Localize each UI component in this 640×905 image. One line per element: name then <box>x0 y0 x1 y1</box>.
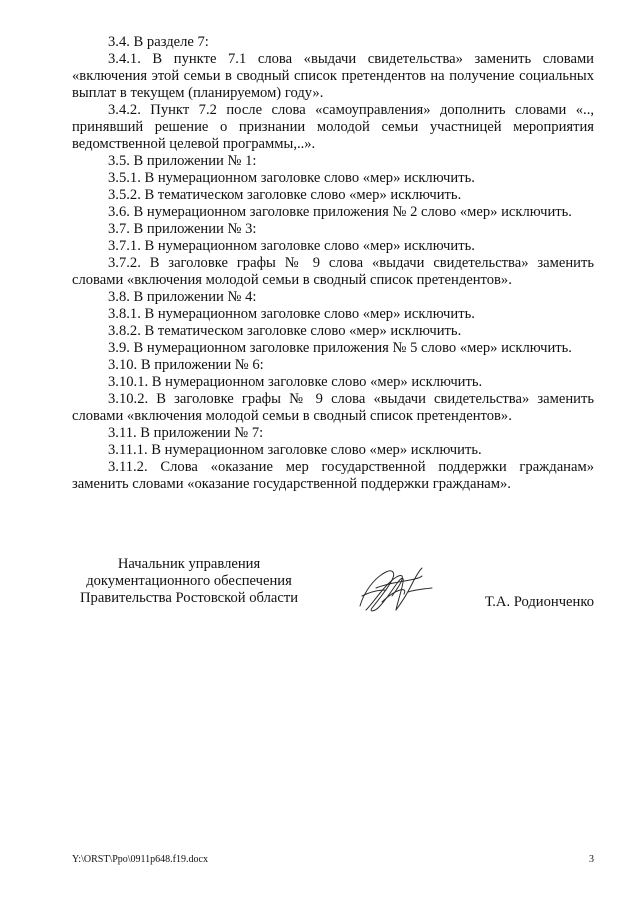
paragraph-3-8-1: 3.8.1. В нумерационном заголовке слово «мер» исключить. <box>108 306 475 322</box>
signature-block <box>0 556 640 616</box>
paragraph-3-10-2: 3.10.2. В заголовке графы № 9 слова «выдачи свидетельства» заменить словами «включения молодой семьи в сводный список претендентов». <box>72 391 594 424</box>
paragraph-3-5: 3.5. В приложении № 1: <box>108 153 257 169</box>
paragraph-3-6: 3.6. В нумерационном заголовке приложения № 2 слово «мер» исключить. <box>108 204 572 220</box>
document-body <box>72 34 594 493</box>
paragraph-3-8: 3.8. В приложении № 4: <box>108 289 257 305</box>
signatory-name: Т.А. Родионченко <box>484 594 594 610</box>
paragraph-3-11: 3.11. В приложении № 7: <box>108 425 264 441</box>
handwritten-signature-icon <box>352 562 436 622</box>
footer-file-path: Y:\ORST\Ppo\0911p648.f19.docx <box>72 854 208 865</box>
paragraph-3-9: 3.9. В нумерационном заголовке приложения № 5 слово «мер» исключить. <box>108 340 572 356</box>
paragraph-3-4-2: 3.4.2. Пункт 7.2 после слова «самоуправления» дополнить словами «.., принявший решение о признании молодой семьи участницей мероприятия ведомственной целевой программы,..». <box>72 102 594 152</box>
paragraph-3-7: 3.7. В приложении № 3: <box>108 221 257 237</box>
signatory-title-line: документационного обеспечения <box>86 573 292 589</box>
paragraph-3-10-1: 3.10.1. В нумерационном заголовке слово «мер» исключить. <box>108 374 483 390</box>
page-number: 3 <box>589 854 594 865</box>
signatory-title-line: Правительства Ростовской области <box>79 590 299 606</box>
paragraph-3-5-2: 3.5.2. В тематическом заголовке слово «мер» исключить. <box>108 187 462 203</box>
paragraph-3-4: 3.4. В разделе 7: <box>108 34 209 50</box>
paragraph-3-8-2: 3.8.2. В тематическом заголовке слово «мер» исключить. <box>108 323 462 339</box>
paragraph-3-11-1: 3.11.1. В нумерационном заголовке слово «мер» исключить. <box>108 442 482 458</box>
paragraph-3-7-2: 3.7.2. В заголовке графы № 9 слова «выдачи свидетельства» заменить словами «включения молодой семьи в сводный список претендентов». <box>72 255 594 288</box>
paragraph-3-11-2: 3.11.2. Слова «оказание мер государственной поддержки гражданам» заменить словами «оказание государственной поддержки гражданам». <box>72 459 594 492</box>
paragraph-3-5-1: 3.5.1. В нумерационном заголовке слово «мер» исключить. <box>108 170 475 186</box>
paragraph-3-4-1: 3.4.1. В пункте 7.1 слова «выдачи свидетельства» заменить словами «включения этой семьи в сводный список претендентов на получение социальных выплат в текущем (планируемом) году». <box>72 51 594 101</box>
paragraph-3-7-1: 3.7.1. В нумерационном заголовке слово «мер» исключить. <box>108 238 475 254</box>
paragraph-3-10: 3.10. В приложении № 6: <box>108 357 264 373</box>
signatory-title <box>66 556 312 607</box>
signatory-title-line: Начальник управления <box>117 556 261 572</box>
